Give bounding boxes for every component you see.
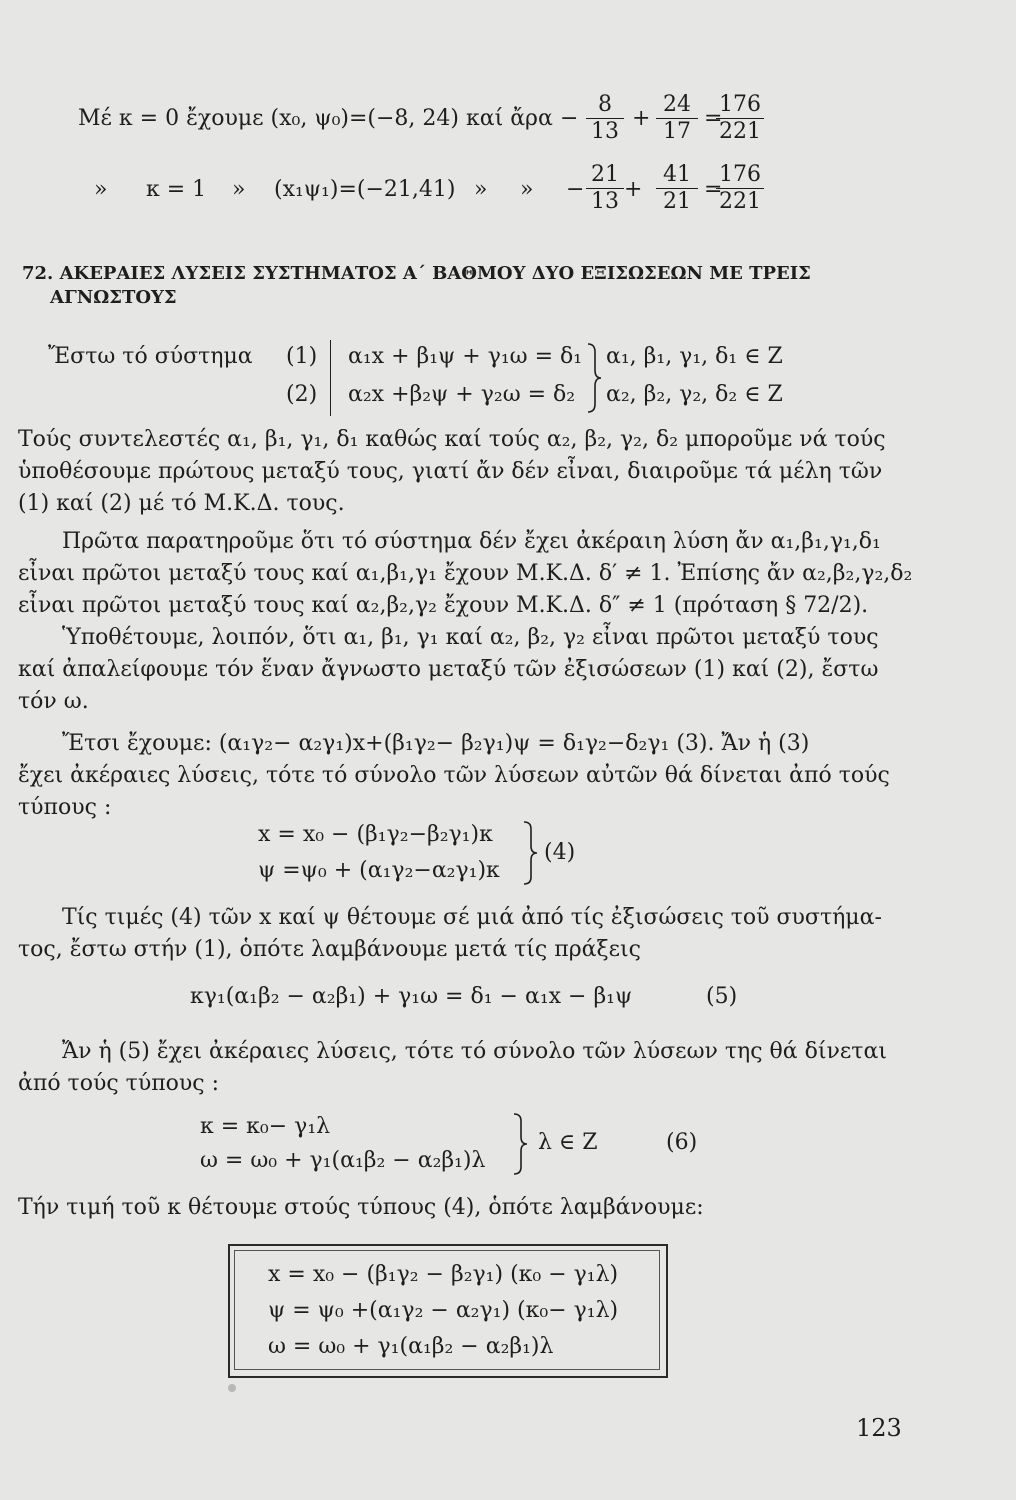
text-line: εἶναι πρῶτοι μεταξύ τους καί α₂,β₂,γ₂ ἔχουν Μ.Κ.Δ. δ″ ≠ 1 (πρόταση § 72/2). [18,593,869,618]
denominator: 13 [591,119,619,144]
denominator: 221 [719,189,761,214]
formula6-label: (6) [666,1130,698,1155]
formula6-line1: κ = κ₀− γ₁λ [200,1114,331,1139]
equals-sign: = [704,106,723,131]
plus-sign: + [624,177,643,202]
example-row1-fraction3 [716,92,764,145]
section-heading-line1: 72. ΑΚΕΡΑΙΕΣ ΛΥΣΕΙΣ ΣΥΣΤΗΜΑΤΟΣ Α΄ ΒΑΘΜΟΥ ΔΥΟ ΕΞΙΣΩΣΕΩΝ ΜΕ ΤΡΕΙΣ [22,263,811,284]
numerator: 8 [586,92,624,119]
text-line: ἔχει ἀκέραιες λύσεις, τότε τό σύνολο τῶν λύσεων αὐτῶν θά δίνεται ἀπό τούς [18,763,890,788]
numerator: 176 [716,162,764,189]
denominator: 221 [719,119,761,144]
example-row2-fraction2 [656,162,698,215]
condition-2: α₂, β₂, γ₂, δ₂ ∈ Z [606,382,783,407]
numerator: 176 [716,92,764,119]
paragraph-3 [18,622,993,718]
text-line: καί ἀπαλείφουμε τόν ἕναν ἄγνωστο μεταξύ τῶν ἐξισώσεων (1) καί (2), ἔστω [18,657,879,682]
right-brace-icon [586,342,602,414]
text-line: Τίς τιμές (4) τῶν x καί ψ θέτουμε σέ μιά ἀπό τίς ἐξισώσεις τοῦ συστήμα- [62,905,882,930]
paper-stain [228,1384,236,1392]
formula4-line2: ψ =ψ₀ + (α₁γ₂−α₂γ₁)κ [258,858,500,883]
example-row2-fraction3 [716,162,764,215]
paragraph-2 [18,526,993,622]
ditto-mark: » [474,177,488,202]
text-line: Τούς συντελεστές α₁, β₁, γ₁, δ₁ καθώς καί τούς α₂, β₂, γ₂, δ₂ μποροῦμε νά τούς [18,427,886,452]
condition-1: α₁, β₁, γ₁, δ₁ ∈ Z [606,344,783,369]
paragraph-1 [18,424,993,520]
result-line-2: ψ = ψ₀ +(α₁γ₂ − α₂γ₁) (κ₀− γ₁λ) [268,1298,619,1323]
numerator: 21 [586,162,624,189]
example-row2-k: κ = 1 [146,177,207,202]
result-line-3: ω = ω₀ + γ₁(α₁β₂ − α₂β₁)λ [268,1334,554,1359]
example-row2-pair: (x₁ψ₁)=(−21,41) [274,177,456,202]
formula4-line1: x = x₀ − (β₁γ₂−β₂γ₁)κ [258,822,493,847]
section-heading-line2: ΑΓΝΩΣΤΟΥΣ [50,287,177,308]
ditto-mark: » [232,177,246,202]
text-line: Τήν τιμή τοῦ κ θέτουμε στούς τύπους (4), ὁπότε λαμβάνουμε: [18,1195,704,1220]
equals-sign: = [704,177,723,202]
result-line-1: x = x₀ − (β₁γ₂ − β₂γ₁) (κ₀ − γ₁λ) [268,1262,619,1287]
formula6-line2: ω = ω₀ + γ₁(α₁β₂ − α₂β₁)λ [200,1148,486,1173]
example-row1-minus: − [560,106,579,131]
example-row1-prefix: Μέ κ = 0 ἔχουμε (x₀, ψ₀)=(−8, 24) καί ἄρα [78,106,553,131]
ditto-mark: » [520,177,534,202]
text-line: Ὑποθέτουμε, λοιπόν, ὅτι α₁, β₁, γ₁ καί α₂, β₂, γ₂ εἶναι πρῶτοι μεταξύ τους [62,625,879,650]
system-intro: Ἔστω τό σύστημα [48,344,253,369]
example-row2-fraction1 [586,162,624,215]
plus-sign: + [632,106,651,131]
page-number: 123 [856,1414,902,1442]
text-line: τύπους : [18,795,112,820]
paragraph-4 [18,728,993,824]
system-divider [330,340,331,416]
equation-label-1: (1) [286,344,318,369]
text-line: τόν ω. [18,689,89,714]
equation-label-2: (2) [286,382,318,407]
equation-2: α₂x +β₂ψ + γ₂ω = δ₂ [348,382,576,407]
paragraph-6 [18,1036,993,1100]
equation-1: α₁x + β₁ψ + γ₁ω = δ₁ [348,344,583,369]
numerator: 24 [656,92,698,119]
denominator: 21 [663,189,691,214]
text-line: (1) καί (2) μέ τό Μ.Κ.Δ. τους. [18,491,345,516]
ditto-mark: » [94,177,108,202]
formula6-condition: λ ∈ Z [538,1130,598,1155]
text-line: Πρῶτα παρατηροῦμε ὅτι τό σύστημα δέν ἔχει ἀκέραιη λύση ἄν α₁,β₁,γ₁,δ₁ [62,529,881,554]
denominator: 17 [663,119,691,144]
text-line: Ἄν ἡ (5) ἔχει ἀκέραιες λύσεις, τότε τό σύνολο τῶν λύσεων της θά δίνεται [62,1039,887,1064]
paragraph-5 [18,902,993,966]
text-line: ὑποθέσουμε πρώτους μεταξύ τους, γιατί ἄν δέν εἶναι, διαιροῦμε τά μέλη τῶν [18,459,883,484]
formula5-label: (5) [706,984,738,1009]
example-row2-minus: − [566,177,585,202]
numerator: 41 [656,162,698,189]
text-line: τος, ἔστω στήν (1), ὁπότε λαμβάνουμε μετά τίς πράξεις [18,937,641,962]
denominator: 13 [591,189,619,214]
right-brace-icon [522,820,538,886]
formula5-equation: κγ₁(α₁β₂ − α₂β₁) + γ₁ω = δ₁ − α₁x − β₁ψ [190,984,633,1009]
formula4-label: (4) [544,840,576,865]
text-line: Ἔτσι ἔχουμε: (α₁γ₂− α₂γ₁)x+(β₁γ₂− β₂γ₁)ψ = δ₁γ₂−δ₂γ₁ (3). Ἄν ἡ (3) [62,731,810,756]
text-line: ἀπό τούς τύπους : [18,1071,220,1096]
example-row1-fraction2 [656,92,698,145]
right-brace-icon [512,1112,528,1176]
example-row1-fraction1 [586,92,624,145]
text-line: εἶναι πρῶτοι μεταξύ τους καί α₁,β₁,γ₁ ἔχουν Μ.Κ.Δ. δ′ ≠ 1. Ἐπίσης ἄν α₂,β₂,γ₂,δ₂ [18,561,913,586]
paragraph-7 [18,1192,993,1224]
